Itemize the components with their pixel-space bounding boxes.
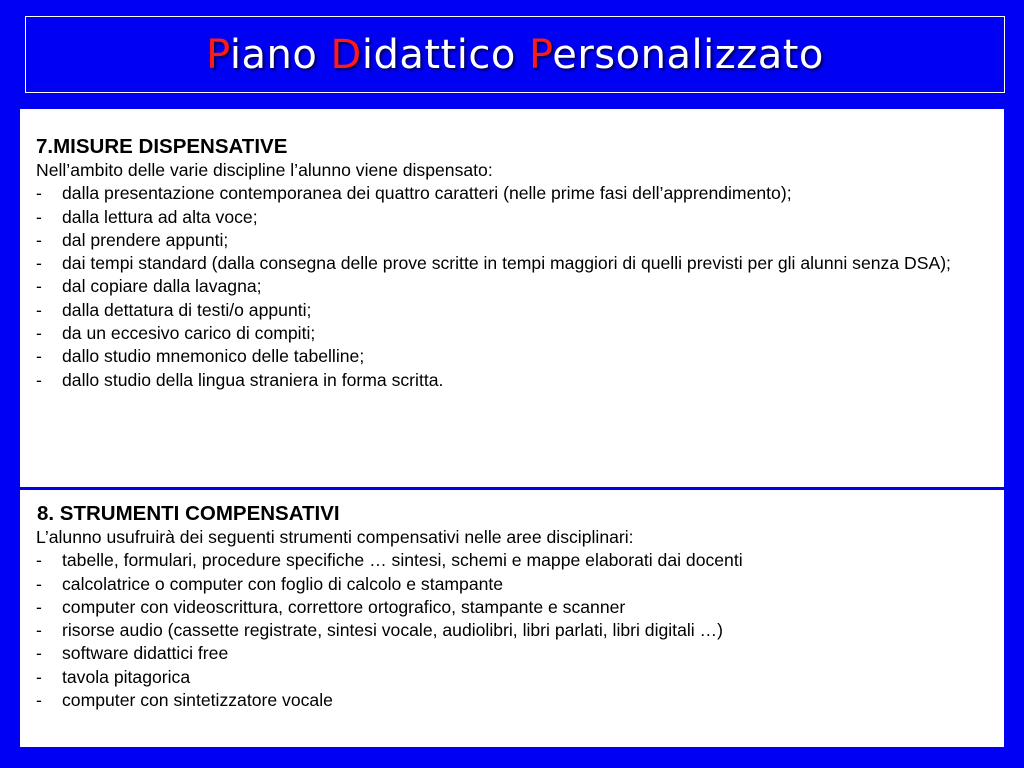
bullet-dash: - <box>36 183 42 204</box>
title-word-piano: iano <box>229 31 318 78</box>
list-item-text: tabelle, formulari, procedure specifiche … sintesi, schemi e mappe elaborati dai docenti <box>62 550 743 571</box>
list-item-text: dalla lettura ad alta voce; <box>62 206 258 227</box>
list-item <box>36 642 1004 665</box>
bullet-dash: - <box>36 596 42 617</box>
misure-dispensative-panel <box>20 109 1004 487</box>
bullet-dash: - <box>36 276 42 297</box>
list-item-text: tavola pitagorica <box>62 666 191 687</box>
bullet-dash: - <box>36 690 42 711</box>
section-intro: Nell’ambito delle varie discipline l’alunno viene dispensato: <box>36 160 493 180</box>
bullet-dash: - <box>36 620 42 641</box>
list-item-text: calcolatrice o computer con foglio di calcolo e stampante <box>62 573 504 594</box>
list-item <box>36 206 1004 229</box>
title-word-personalizzato: ersonalizzato <box>552 31 824 78</box>
strumenti-compensativi-panel <box>20 490 1004 747</box>
list-item <box>36 275 1004 298</box>
list-item <box>36 666 1004 689</box>
section-intro: L’alunno usufruirà dei seguenti strumenti compensativi nelle aree disciplinari: <box>36 527 634 547</box>
list-item-text: da un eccesivo carico di compiti; <box>62 323 316 344</box>
list-item <box>36 299 1004 322</box>
bullet-dash: - <box>36 550 42 571</box>
title-word-didattico: idattico <box>361 31 516 78</box>
list-item-text: dalla presentazione contemporanea dei quattro caratteri (nelle prime fasi dell’apprendimento); <box>62 183 792 204</box>
list-item-text: computer con videoscrittura, correttore ortografico, stampante e scanner <box>62 596 626 617</box>
section-heading: 8. STRUMENTI COMPENSATIVI <box>37 502 340 525</box>
list-item-text: software didattici free <box>62 643 229 664</box>
list-item-text: dallo studio della lingua straniera in forma scritta. <box>62 369 444 390</box>
list-item <box>36 369 1004 392</box>
bullet-dash: - <box>36 299 42 320</box>
bullet-dash: - <box>36 346 42 367</box>
misure-list <box>36 182 1004 392</box>
list-item <box>36 229 1004 252</box>
list-item <box>36 573 1004 596</box>
strumenti-list <box>36 549 1004 712</box>
bullet-dash: - <box>36 229 42 250</box>
list-item <box>36 689 1004 712</box>
list-item <box>36 182 1004 205</box>
list-item <box>36 322 1004 345</box>
title-box <box>25 16 1005 93</box>
bullet-dash: - <box>36 323 42 344</box>
bullet-dash: - <box>36 573 42 594</box>
list-item <box>36 549 1004 572</box>
bullet-dash: - <box>36 253 42 274</box>
list-item-text: dai tempi standard (dalla consegna delle prove scritte in tempi maggiori di quelli previsti per gli alunni senza DSA); <box>62 253 951 274</box>
title-initial-d: D <box>330 31 362 78</box>
list-item-text: dalla dettatura di testi/o appunti; <box>62 299 312 320</box>
list-item-text: computer con sintetizzatore vocale <box>62 690 333 711</box>
bullet-dash: - <box>36 206 42 227</box>
section-heading: 7.MISURE DISPENSATIVE <box>36 135 288 158</box>
list-item-text: dal copiare dalla lavagna; <box>62 276 262 297</box>
bullet-dash: - <box>36 666 42 687</box>
title-initial-p: P <box>206 31 230 78</box>
list-item <box>36 619 1004 642</box>
list-item-text: risorse audio (cassette registrate, sintesi vocale, audiolibri, libri parlati, libri digitali …) <box>62 620 724 641</box>
bullet-dash: - <box>36 643 42 664</box>
title-initial-p2: P <box>529 31 553 78</box>
bullet-dash: - <box>36 369 42 390</box>
list-item-text: dal prendere appunti; <box>62 229 229 250</box>
list-item <box>36 596 1004 619</box>
list-item <box>36 252 1004 275</box>
list-item-text: dallo studio mnemonico delle tabelline; <box>62 346 365 367</box>
slide-title <box>206 32 824 78</box>
list-item <box>36 345 1004 368</box>
